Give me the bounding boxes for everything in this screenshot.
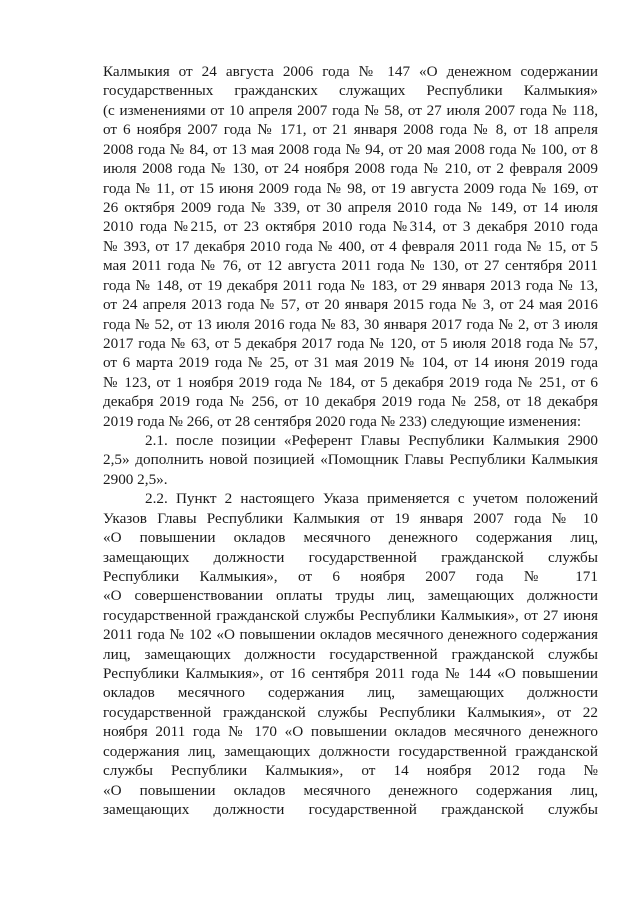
- text-line: года № 52, от 13 июля 2016 года № 83, 30 января 2017 года № 2, от 3 июля: [103, 315, 598, 333]
- text-line: Указов Главы Республики Калмыкия от 19 января 2007 года № 10: [103, 509, 598, 527]
- text-line: июля 2008 года № 130, от 24 ноября 2008 года № 210, от 2 февраля 2009: [103, 160, 598, 178]
- text-line: государственных гражданских служащих Республики Калмыкия»: [103, 82, 598, 100]
- text-line: от 24 апреля 2013 года № 57, от 20 января 2015 года № 3, от 24 мая 2016: [103, 296, 598, 313]
- text-line: (с изменениями от 10 апреля 2007 года № 58, от 27 июля 2007 года № 118,: [103, 101, 598, 119]
- text-line: 2008 года № 84, от 13 мая 2008 года № 94, от 20 мая 2008 года № 100, от 8: [103, 140, 598, 158]
- text-line: содержания лиц, замещающих должности государственной гражданской: [103, 742, 598, 760]
- text-line: 2017 года № 63, от 5 декабря 2017 года № 120, от 5 июля 2018 года № 57,: [103, 334, 598, 352]
- text-line: от 6 марта 2019 года № 25, от 31 мая 2019 № 104, от 14 июня 2019 года: [103, 354, 598, 372]
- text-line: 2011 года № 102 «О повышении окладов месячного денежного содержания: [103, 626, 598, 644]
- text-line: 2.2. Пункт 2 настоящего Указа применяется с учетом положений: [145, 490, 598, 508]
- text-line: «О повышении окладов месячного денежного содержания лиц,: [103, 781, 598, 799]
- text-line: 26 октября 2009 года № 339, от 30 апреля 2010 года № 149, от 14 июля: [103, 198, 598, 216]
- text-line: мая 2011 года № 76, от 12 августа 2011 года № 130, от 27 сентября 2011: [103, 257, 598, 275]
- text-line: Калмыкия от 24 августа 2006 года № 147 «О денежном содержании: [103, 63, 598, 80]
- text-line: 2.1. после позиции «Референт Главы Республики Калмыкия 2900: [145, 432, 598, 449]
- text-line: 2,5» дополнить новой позицией «Помощник Главы Республики Калмыкия: [103, 451, 598, 469]
- text-line: № 393, от 17 декабря 2010 года № 400, от 4 февраля 2011 года № 15, от 5: [103, 237, 598, 255]
- text-line: государственной гражданской службы Республики Калмыкия», от 27 июня: [103, 606, 598, 624]
- text-line: № 123, от 1 ноября 2019 года № 184, от 5 декабря 2019 года № 251, от 6: [103, 373, 598, 391]
- text-line: Республики Калмыкия», от 16 сентября 2011 года № 144 «О повышении: [103, 665, 598, 682]
- text-line: окладов месячного содержания лиц, замещающих должности: [103, 684, 598, 702]
- text-line: декабря 2019 года № 256, от 10 декабря 2019 года № 258, от 18 декабря: [103, 393, 598, 411]
- text-line: ноября 2011 года № 170 «О повышении окладов месячного денежного: [103, 723, 598, 741]
- text-line: 2010 года №215, от 23 октября 2010 года №314, от 3 декабря 2010 года: [103, 218, 598, 236]
- text-line: лиц, замещающих должности государственной гражданской службы: [103, 645, 598, 663]
- text-line: года № 11, от 15 июня 2009 года № 98, от 19 августа 2009 года № 169, от: [103, 179, 598, 197]
- text-line: «О повышении окладов месячного денежного содержания лиц,: [103, 529, 598, 547]
- text-line: 2900 2,5».: [103, 470, 168, 488]
- text-line: 2019 года № 266, от 28 сентября 2020 года № 233) следующие изменения:: [103, 412, 582, 430]
- text-line: службы Республики Калмыкия», от 14 ноября 2012 года №: [103, 762, 598, 780]
- text-line: «О совершенствовании оплаты труды лиц, замещающих должности: [103, 587, 598, 605]
- text-line: Республики Калмыкия», от 6 ноября 2007 года № 171: [103, 567, 598, 585]
- text-line: года № 148, от 19 декабря 2011 года № 183, от 29 января 2013 года № 13,: [103, 276, 598, 294]
- text-line: замещающих должности государственной гражданской службы: [103, 801, 598, 818]
- text-line: от 6 ноября 2007 года № 171, от 21 января 2008 года № 8, от 18 апреля: [103, 121, 598, 139]
- text-line: государственной гражданской службы Республики Калмыкия», от 22: [103, 703, 598, 721]
- text-line: замещающих должности государственной гражданской службы: [103, 548, 598, 566]
